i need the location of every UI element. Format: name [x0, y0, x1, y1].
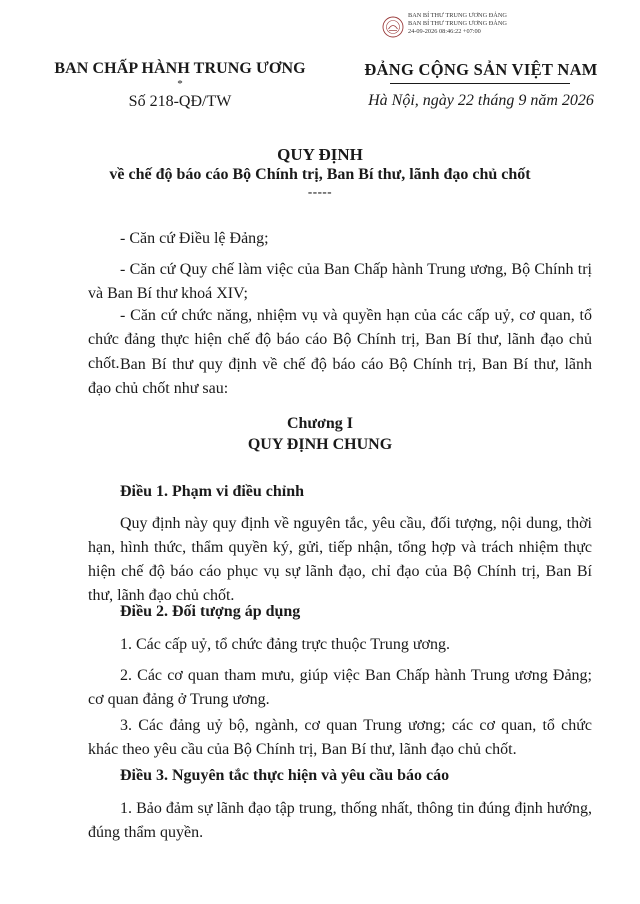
- article-paragraph: 1. Các cấp uỷ, tổ chức đảng trực thuộc Trung ương.: [120, 636, 450, 653]
- digital-signature-stamp: [382, 10, 522, 50]
- place-date: Hà Nội, ngày 22 tháng 9 năm 2026: [368, 92, 594, 109]
- party-seal-icon: [382, 16, 404, 38]
- article-paragraph: 2. Các cơ quan tham mưu, giúp việc Ban Chấp hành Trung ương Đảng; cơ quan đảng ở Trung ương.: [88, 667, 592, 708]
- article-paragraph: 1. Bảo đảm sự lãnh đạo tập trung, thống nhất, thông tin đúng định hướng, đúng thẩm quyền.: [88, 800, 592, 841]
- article-paragraph: Quy định này quy định về nguyên tắc, yêu cầu, đối tượng, nội dung, thời hạn, hình thức, thẩm quyền ký, gửi, tiếp nhận, tổng hợp và trách nhiệm thực hiện chế độ báo cáo phục vụ sự lãnh đạo, chỉ đạo của Bộ Chính trị, Ban Bí thư, lãnh đạo chủ chốt.: [88, 515, 592, 604]
- stamp-line: BAN BÍ THƯ TRUNG ƯƠNG ĐẢNG: [408, 20, 507, 27]
- stamp-text: [408, 12, 507, 36]
- star-separator: *: [177, 78, 183, 90]
- document-title: QUY ĐỊNH: [277, 145, 363, 164]
- party-name: ĐẢNG CỘNG SẢN VIỆT NAM: [364, 60, 598, 79]
- article-heading: Điều 3. Nguyên tắc thực hiện và yêu cầu báo cáo: [120, 767, 450, 784]
- chapter-label: Chương I: [286, 415, 354, 432]
- party-name-underline: [390, 83, 570, 84]
- article-heading: Điều 2. Đối tượng áp dụng: [120, 603, 301, 620]
- document-subtitle: về chế độ báo cáo Bộ Chính trị, Ban Bí thư, lãnh đạo chủ chốt: [109, 166, 531, 183]
- article-heading: Điều 1. Phạm vi điều chỉnh: [120, 483, 305, 500]
- document-number: Số 218-QĐ/TW: [128, 93, 232, 110]
- preamble-paragraph: - Căn cứ Quy chế làm việc của Ban Chấp hành Trung ương, Bộ Chính trị và Ban Bí thư khoá XIV;: [88, 261, 592, 302]
- title-divider: -----: [307, 184, 333, 199]
- preamble-paragraph: - Căn cứ Điều lệ Đảng;: [120, 230, 269, 247]
- preamble-paragraph: Ban Bí thư quy định về chế độ báo cáo Bộ Chính trị, Ban Bí thư, lãnh đạo chủ chốt như sau:: [88, 356, 592, 397]
- stamp-line: BAN BÍ THƯ TRUNG ƯƠNG ĐẢNG: [408, 12, 507, 19]
- stamp-timestamp: 24-09-2026 08:46:22 +07:00: [408, 28, 481, 35]
- preamble-paragraph: - Căn cứ chức năng, nhiệm vụ và quyền hạn của các cấp uỷ, cơ quan, tổ chức đảng thực hiện chế độ báo cáo Bộ Chính trị, Ban Bí thư, lãnh đạo chủ chốt.: [88, 307, 592, 372]
- article-paragraph: 3. Các đảng uỷ bộ, ngành, cơ quan Trung ương; các cơ quan, tổ chức khác theo yêu cầu của Bộ Chính trị, Ban Bí thư, lãnh đạo chủ chốt.: [88, 717, 592, 758]
- chapter-name: QUY ĐỊNH CHUNG: [247, 436, 393, 453]
- issuing-organization: BAN CHẤP HÀNH TRUNG ƯƠNG: [54, 60, 306, 77]
